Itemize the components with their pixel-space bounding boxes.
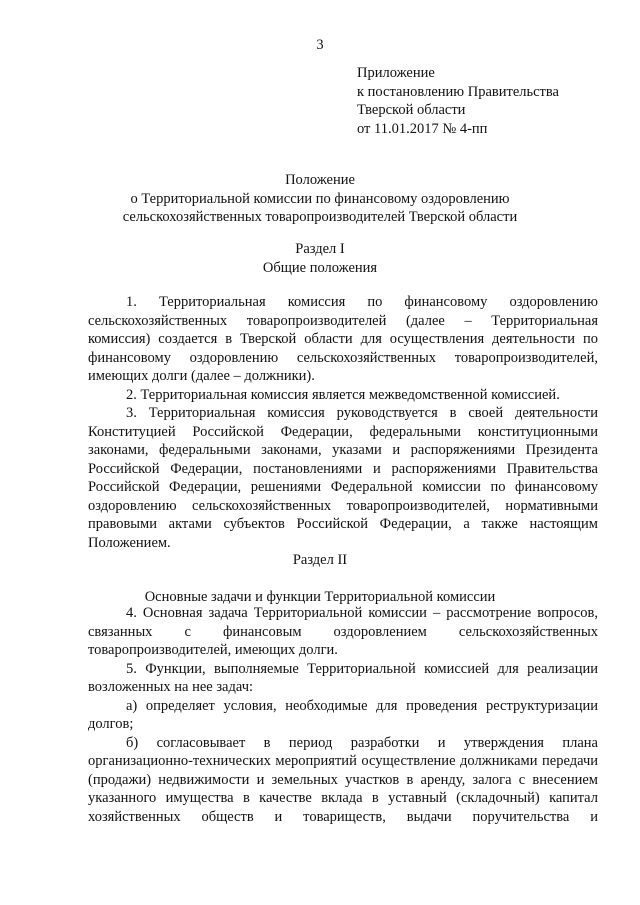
title-line: сельскохозяйственных товаропроизводителей Тверской области: [122, 209, 518, 225]
paragraph: 3. Территориальная комиссия руководствуется в своей деятельности Конституцией Российской Федерации, федеральными конституционными законами, федеральными законами, указами и распоряжениями Президента Российской Федерации, постановлениями и распоряжениями Правительства Российской Федерации, решениями Федеральной комиссии по финансовому оздоровлению сельскохозяйственных товаропроизводителей, нормативными правовыми актами субъектов Российской Федерации, а также настоящим Положением.: [88, 405, 598, 551]
section-1-heading: [0, 240, 640, 277]
appendix-line: Тверской области: [357, 102, 466, 118]
section-number: Раздел II: [292, 552, 348, 568]
paragraph: б) согласовывает в период разработки и утверждения плана организационно-технических мероприятий осуществление должниками передачи (продажи) недвижимости и земельных участков в аренду, залога с внесением указанного имущества в качестве вклада в уставный (складочный) капитал хозяйственных обществ и товариществ, выдачи поручительства и: [88, 734, 598, 825]
paragraph: а) определяет условия, необходимые для проведения реструктуризации долгов;: [88, 697, 598, 732]
heading-gap: [0, 570, 640, 588]
section-number: Раздел I: [295, 241, 345, 257]
title-line: о Территориальной комиссии по финансовому оздоровлению: [130, 190, 510, 207]
section-title: Общие положения: [262, 259, 378, 276]
page-number: 3: [316, 37, 324, 53]
section-2-heading: [0, 551, 640, 606]
title-line: Положение: [285, 172, 355, 188]
section-title: Основные задачи и функции Территориальной комиссии: [144, 588, 496, 605]
appendix-line: от 11.01.2017 № 4-пп: [357, 120, 488, 137]
appendix-block: [357, 64, 559, 138]
paragraph: 4. Основная задача Территориальной комиссии – рассмотрение вопросов, связанных с финансовым оздоровлением сельскохозяйственных товаропроизводителей, имеющих долги.: [88, 605, 598, 658]
paragraph: 1. Территориальная комиссия по финансовому оздоровлению сельскохозяйственных товаропроизводителей (далее – Территориальная комиссия) создается в Тверской области для осуществления деятельности по финансовому оздоровлению сельскохозяйственных товаропроизводителей, имеющих долги (далее – должники).: [88, 294, 598, 384]
section-2-body: [88, 604, 598, 826]
appendix-line: к постановлению Правительства: [357, 83, 559, 100]
paragraph: 2. Территориальная комиссия является межведомственной комиссией.: [126, 386, 560, 403]
appendix-line: Приложение: [357, 65, 435, 81]
section-1-body: [88, 293, 598, 552]
paragraph: 5. Функции, выполняемые Территориальной комиссией для реализации возложенных на нее задач:: [88, 660, 598, 695]
document-title: [0, 171, 640, 227]
